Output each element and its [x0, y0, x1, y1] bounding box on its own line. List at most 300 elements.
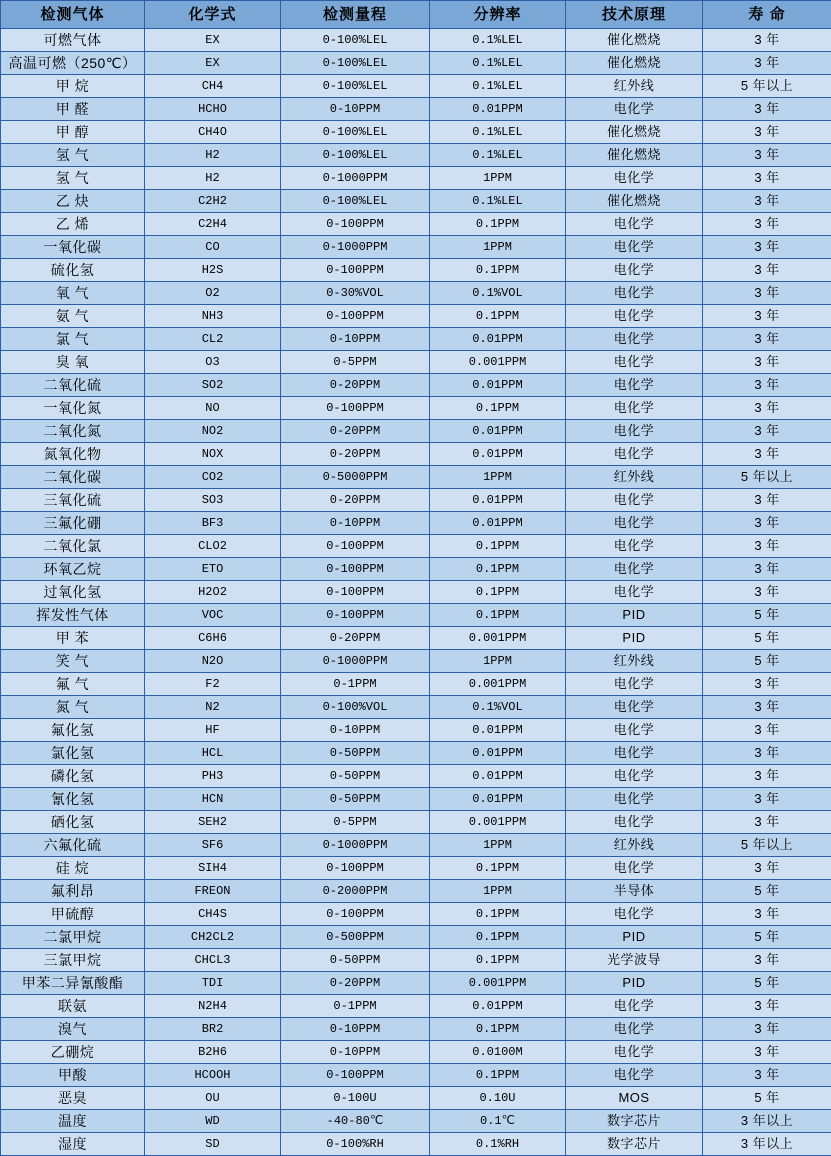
cell-gas-name: 氧 气 [1, 282, 145, 305]
cell-gas-name: 乙硼烷 [1, 1041, 145, 1064]
cell-formula: NOX [145, 443, 281, 466]
cell-gas-name: 六氟化硫 [1, 834, 145, 857]
cell-gas-name: 三氯甲烷 [1, 949, 145, 972]
table-row [1, 121, 831, 144]
cell-principle: 电化学 [566, 397, 703, 420]
cell-formula: CL2 [145, 328, 281, 351]
cell-range: 0-1000PPM [281, 167, 430, 190]
table-row [1, 29, 831, 52]
cell-gas-name: 笑 气 [1, 650, 145, 673]
cell-principle: PID [566, 926, 703, 949]
cell-resolution: 0.1PPM [430, 397, 566, 420]
cell-principle: 数字芯片 [566, 1133, 703, 1156]
cell-principle: 光学波导 [566, 949, 703, 972]
cell-range: 0-20PPM [281, 972, 430, 995]
table-row [1, 282, 831, 305]
cell-principle: 电化学 [566, 581, 703, 604]
cell-range: 0-50PPM [281, 742, 430, 765]
table-body [1, 29, 831, 1156]
cell-range: 0-1PPM [281, 995, 430, 1018]
cell-life: 3 年 [703, 535, 831, 558]
cell-formula: SIH4 [145, 857, 281, 880]
cell-principle: 电化学 [566, 696, 703, 719]
cell-range: 0-100%LEL [281, 190, 430, 213]
cell-gas-name: 氨 气 [1, 305, 145, 328]
cell-principle: 电化学 [566, 995, 703, 1018]
cell-range: 0-5PPM [281, 811, 430, 834]
cell-formula: HF [145, 719, 281, 742]
cell-gas-name: 三氧化硫 [1, 489, 145, 512]
cell-life: 3 年 [703, 719, 831, 742]
cell-resolution: 0.01PPM [430, 719, 566, 742]
cell-resolution: 0.01PPM [430, 374, 566, 397]
cell-range: 0-100%LEL [281, 52, 430, 75]
table-row [1, 995, 831, 1018]
cell-gas-name: 氯 气 [1, 328, 145, 351]
cell-life: 3 年 [703, 949, 831, 972]
cell-gas-name: 二氧化氮 [1, 420, 145, 443]
table-row [1, 213, 831, 236]
cell-principle: 红外线 [566, 834, 703, 857]
table-row [1, 1064, 831, 1087]
cell-range: 0-1000PPM [281, 834, 430, 857]
cell-resolution: 0.1PPM [430, 581, 566, 604]
cell-range: 0-100PPM [281, 558, 430, 581]
cell-life: 5 年 [703, 972, 831, 995]
table-row [1, 236, 831, 259]
cell-resolution: 0.01PPM [430, 995, 566, 1018]
cell-range: 0-50PPM [281, 949, 430, 972]
cell-formula: H2S [145, 259, 281, 282]
cell-range: 0-100%RH [281, 1133, 430, 1156]
cell-formula: ETO [145, 558, 281, 581]
cell-range: 0-5000PPM [281, 466, 430, 489]
cell-range: 0-5PPM [281, 351, 430, 374]
cell-range: 0-100U [281, 1087, 430, 1110]
table-row [1, 535, 831, 558]
cell-gas-name: 甲硫醇 [1, 903, 145, 926]
cell-formula: OU [145, 1087, 281, 1110]
table-row [1, 420, 831, 443]
cell-life: 5 年 [703, 1087, 831, 1110]
cell-life: 3 年 [703, 52, 831, 75]
table-row [1, 259, 831, 282]
cell-life: 5 年 [703, 926, 831, 949]
cell-principle: 电化学 [566, 98, 703, 121]
cell-gas-name: 氰化氢 [1, 788, 145, 811]
cell-gas-name: 环氧乙烷 [1, 558, 145, 581]
cell-resolution: 0.01PPM [430, 788, 566, 811]
cell-principle: 电化学 [566, 351, 703, 374]
cell-range: 0-500PPM [281, 926, 430, 949]
cell-range: -40-80℃ [281, 1110, 430, 1133]
cell-range: 0-100PPM [281, 397, 430, 420]
cell-resolution: 0.1%LEL [430, 190, 566, 213]
table-row [1, 650, 831, 673]
cell-principle: 电化学 [566, 788, 703, 811]
cell-range: 0-100%VOL [281, 696, 430, 719]
cell-principle: 催化燃烧 [566, 121, 703, 144]
cell-gas-name: 二氧化硫 [1, 374, 145, 397]
table-header [1, 1, 831, 29]
cell-principle: 电化学 [566, 489, 703, 512]
cell-life: 5 年以上 [703, 466, 831, 489]
cell-gas-name: 甲 醛 [1, 98, 145, 121]
cell-gas-name: 二氧化碳 [1, 466, 145, 489]
cell-resolution: 0.10U [430, 1087, 566, 1110]
cell-formula: HCHO [145, 98, 281, 121]
cell-gas-name: 氮氧化物 [1, 443, 145, 466]
cell-life: 3 年 [703, 374, 831, 397]
cell-resolution: 0.1%VOL [430, 696, 566, 719]
cell-formula: HCL [145, 742, 281, 765]
table-row [1, 443, 831, 466]
cell-formula: VOC [145, 604, 281, 627]
cell-gas-name: 氟 气 [1, 673, 145, 696]
cell-range: 0-100PPM [281, 857, 430, 880]
cell-formula: H2 [145, 167, 281, 190]
cell-resolution: 0.1PPM [430, 305, 566, 328]
cell-resolution: 1PPM [430, 167, 566, 190]
cell-life: 5 年以上 [703, 75, 831, 98]
cell-gas-name: 一氧化碳 [1, 236, 145, 259]
cell-principle: 催化燃烧 [566, 190, 703, 213]
table-row [1, 144, 831, 167]
cell-range: 0-100PPM [281, 259, 430, 282]
cell-life: 3 年 [703, 98, 831, 121]
cell-range: 0-100%LEL [281, 75, 430, 98]
cell-range: 0-50PPM [281, 788, 430, 811]
cell-range: 0-30%VOL [281, 282, 430, 305]
cell-resolution: 0.01PPM [430, 98, 566, 121]
cell-formula: CH4S [145, 903, 281, 926]
cell-formula: SF6 [145, 834, 281, 857]
cell-formula: CO2 [145, 466, 281, 489]
cell-principle: 电化学 [566, 213, 703, 236]
cell-principle: 电化学 [566, 443, 703, 466]
header-row [1, 1, 831, 29]
cell-range: 0-100%LEL [281, 121, 430, 144]
table-row [1, 397, 831, 420]
cell-range: 0-100PPM [281, 903, 430, 926]
cell-life: 3 年 [703, 351, 831, 374]
cell-life: 3 年 [703, 742, 831, 765]
cell-formula: O3 [145, 351, 281, 374]
cell-principle: 电化学 [566, 420, 703, 443]
table-row [1, 489, 831, 512]
table-row [1, 190, 831, 213]
cell-resolution: 0.1PPM [430, 949, 566, 972]
cell-resolution: 0.1PPM [430, 1018, 566, 1041]
cell-life: 3 年 [703, 282, 831, 305]
cell-resolution: 1PPM [430, 834, 566, 857]
cell-range: 0-100PPM [281, 535, 430, 558]
cell-principle: 电化学 [566, 236, 703, 259]
cell-formula: SO2 [145, 374, 281, 397]
cell-principle: 催化燃烧 [566, 52, 703, 75]
cell-gas-name: 甲苯二异氰酸酯 [1, 972, 145, 995]
cell-range: 0-100PPM [281, 305, 430, 328]
cell-resolution: 1PPM [430, 466, 566, 489]
cell-principle: 数字芯片 [566, 1110, 703, 1133]
cell-principle: 电化学 [566, 719, 703, 742]
cell-principle: 电化学 [566, 673, 703, 696]
cell-principle: 电化学 [566, 374, 703, 397]
cell-gas-name: 乙 炔 [1, 190, 145, 213]
cell-gas-name: 氢 气 [1, 167, 145, 190]
cell-principle: 电化学 [566, 512, 703, 535]
cell-life: 3 年 [703, 236, 831, 259]
cell-range: 0-10PPM [281, 719, 430, 742]
cell-range: 0-2000PPM [281, 880, 430, 903]
cell-formula: HCN [145, 788, 281, 811]
cell-formula: N2O [145, 650, 281, 673]
cell-resolution: 0.1%LEL [430, 52, 566, 75]
cell-principle: PID [566, 972, 703, 995]
cell-gas-name: 磷化氢 [1, 765, 145, 788]
cell-resolution: 0.0100M [430, 1041, 566, 1064]
cell-formula: CH4 [145, 75, 281, 98]
cell-range: 0-50PPM [281, 765, 430, 788]
cell-life: 3 年 [703, 696, 831, 719]
table-row [1, 857, 831, 880]
cell-formula: TDI [145, 972, 281, 995]
cell-life: 3 年 [703, 328, 831, 351]
cell-formula: BR2 [145, 1018, 281, 1041]
cell-resolution: 0.1%LEL [430, 75, 566, 98]
column-header-formula: 化学式 [145, 1, 281, 29]
cell-life: 3 年 [703, 305, 831, 328]
cell-principle: 电化学 [566, 1018, 703, 1041]
cell-life: 5 年 [703, 650, 831, 673]
cell-principle: 电化学 [566, 259, 703, 282]
cell-gas-name: 溴气 [1, 1018, 145, 1041]
cell-range: 0-100PPM [281, 1064, 430, 1087]
cell-formula: C2H4 [145, 213, 281, 236]
cell-formula: CO [145, 236, 281, 259]
cell-range: 0-1PPM [281, 673, 430, 696]
table-row [1, 1110, 831, 1133]
cell-principle: 电化学 [566, 305, 703, 328]
cell-resolution: 0.001PPM [430, 673, 566, 696]
cell-principle: 红外线 [566, 650, 703, 673]
cell-principle: 电化学 [566, 765, 703, 788]
cell-principle: 电化学 [566, 167, 703, 190]
cell-range: 0-1000PPM [281, 236, 430, 259]
cell-gas-name: 氮 气 [1, 696, 145, 719]
cell-range: 0-10PPM [281, 1018, 430, 1041]
cell-resolution: 0.1%LEL [430, 144, 566, 167]
cell-gas-name: 甲 醇 [1, 121, 145, 144]
cell-resolution: 0.01PPM [430, 420, 566, 443]
cell-life: 3 年 [703, 420, 831, 443]
cell-resolution: 0.1PPM [430, 604, 566, 627]
cell-formula: C2H2 [145, 190, 281, 213]
table-row [1, 903, 831, 926]
cell-formula: C6H6 [145, 627, 281, 650]
table-row [1, 328, 831, 351]
column-header-life: 寿 命 [703, 1, 831, 29]
cell-life: 3 年 [703, 489, 831, 512]
cell-life: 3 年 [703, 1018, 831, 1041]
cell-principle: 催化燃烧 [566, 29, 703, 52]
cell-principle: 电化学 [566, 558, 703, 581]
table-row [1, 581, 831, 604]
cell-formula: NO2 [145, 420, 281, 443]
cell-range: 0-20PPM [281, 420, 430, 443]
cell-gas-name: 过氧化氢 [1, 581, 145, 604]
cell-principle: MOS [566, 1087, 703, 1110]
table-row [1, 811, 831, 834]
cell-resolution: 0.1PPM [430, 535, 566, 558]
cell-life: 3 年 [703, 29, 831, 52]
cell-gas-name: 二氯甲烷 [1, 926, 145, 949]
cell-life: 5 年 [703, 604, 831, 627]
cell-formula: H2 [145, 144, 281, 167]
cell-principle: 电化学 [566, 535, 703, 558]
cell-gas-name: 挥发性气体 [1, 604, 145, 627]
cell-gas-name: 氢 气 [1, 144, 145, 167]
cell-range: 0-100PPM [281, 213, 430, 236]
table-row [1, 949, 831, 972]
cell-formula: SO3 [145, 489, 281, 512]
cell-formula: CHCL3 [145, 949, 281, 972]
cell-formula: SD [145, 1133, 281, 1156]
cell-formula: F2 [145, 673, 281, 696]
cell-formula: CH2CL2 [145, 926, 281, 949]
cell-life: 3 年 [703, 1064, 831, 1087]
cell-resolution: 0.1%VOL [430, 282, 566, 305]
table-row [1, 75, 831, 98]
cell-life: 3 年 [703, 397, 831, 420]
cell-formula: PH3 [145, 765, 281, 788]
cell-resolution: 0.01PPM [430, 512, 566, 535]
cell-life: 3 年 [703, 213, 831, 236]
cell-resolution: 0.1℃ [430, 1110, 566, 1133]
cell-resolution: 0.01PPM [430, 742, 566, 765]
table-row [1, 1087, 831, 1110]
cell-resolution: 1PPM [430, 236, 566, 259]
cell-resolution: 0.1%LEL [430, 29, 566, 52]
cell-life: 3 年 [703, 259, 831, 282]
cell-resolution: 0.1%LEL [430, 121, 566, 144]
cell-formula: H2O2 [145, 581, 281, 604]
cell-life: 3 年以上 [703, 1110, 831, 1133]
cell-resolution: 0.1PPM [430, 857, 566, 880]
cell-principle: 电化学 [566, 1064, 703, 1087]
cell-formula: HCOOH [145, 1064, 281, 1087]
cell-life: 5 年 [703, 880, 831, 903]
cell-formula: NO [145, 397, 281, 420]
cell-life: 3 年 [703, 765, 831, 788]
cell-gas-name: 甲 苯 [1, 627, 145, 650]
table-row [1, 972, 831, 995]
cell-gas-name: 甲 烷 [1, 75, 145, 98]
cell-life: 3 年 [703, 167, 831, 190]
table-row [1, 1041, 831, 1064]
cell-range: 0-100%LEL [281, 144, 430, 167]
cell-resolution: 0.001PPM [430, 351, 566, 374]
cell-principle: 电化学 [566, 282, 703, 305]
cell-life: 3 年 [703, 1041, 831, 1064]
cell-life: 3 年 [703, 903, 831, 926]
cell-formula: BF3 [145, 512, 281, 535]
table-row [1, 98, 831, 121]
cell-gas-name: 二氧化氯 [1, 535, 145, 558]
cell-principle: 电化学 [566, 857, 703, 880]
table-row [1, 926, 831, 949]
cell-range: 0-10PPM [281, 512, 430, 535]
cell-range: 0-10PPM [281, 328, 430, 351]
cell-principle: 电化学 [566, 742, 703, 765]
cell-gas-name: 恶臭 [1, 1087, 145, 1110]
cell-range: 0-1000PPM [281, 650, 430, 673]
cell-principle: 电化学 [566, 811, 703, 834]
table-row [1, 719, 831, 742]
cell-gas-name: 氟化氢 [1, 719, 145, 742]
cell-resolution: 0.001PPM [430, 627, 566, 650]
cell-gas-name: 硫化氢 [1, 259, 145, 282]
cell-principle: 电化学 [566, 903, 703, 926]
cell-principle: 电化学 [566, 1041, 703, 1064]
cell-principle: 红外线 [566, 75, 703, 98]
column-header-gas: 检测气体 [1, 1, 145, 29]
table-row [1, 834, 831, 857]
cell-principle: PID [566, 604, 703, 627]
cell-range: 0-100PPM [281, 581, 430, 604]
cell-resolution: 0.1PPM [430, 558, 566, 581]
cell-formula: O2 [145, 282, 281, 305]
cell-formula: N2 [145, 696, 281, 719]
table-row [1, 673, 831, 696]
cell-life: 3 年 [703, 673, 831, 696]
cell-range: 0-20PPM [281, 627, 430, 650]
table-row [1, 374, 831, 397]
table-row [1, 466, 831, 489]
cell-formula: N2H4 [145, 995, 281, 1018]
cell-life: 3 年 [703, 512, 831, 535]
cell-principle: 催化燃烧 [566, 144, 703, 167]
cell-life: 3 年 [703, 121, 831, 144]
cell-resolution: 0.01PPM [430, 765, 566, 788]
cell-resolution: 0.01PPM [430, 489, 566, 512]
cell-resolution: 0.01PPM [430, 443, 566, 466]
cell-life: 3 年以上 [703, 1133, 831, 1156]
cell-life: 3 年 [703, 144, 831, 167]
cell-formula: FREON [145, 880, 281, 903]
cell-gas-name: 氯化氢 [1, 742, 145, 765]
table-row [1, 52, 831, 75]
table-row [1, 627, 831, 650]
cell-resolution: 0.001PPM [430, 972, 566, 995]
cell-life: 3 年 [703, 190, 831, 213]
cell-life: 3 年 [703, 788, 831, 811]
cell-life: 5 年 [703, 627, 831, 650]
cell-range: 0-20PPM [281, 374, 430, 397]
cell-gas-name: 一氧化氮 [1, 397, 145, 420]
table-row [1, 558, 831, 581]
column-header-principle: 技术原理 [566, 1, 703, 29]
cell-formula: SEH2 [145, 811, 281, 834]
cell-life: 3 年 [703, 857, 831, 880]
cell-resolution: 0.1PPM [430, 903, 566, 926]
cell-principle: PID [566, 627, 703, 650]
cell-formula: CLO2 [145, 535, 281, 558]
table-row [1, 167, 831, 190]
cell-gas-name: 臭 氧 [1, 351, 145, 374]
cell-resolution: 0.1PPM [430, 1064, 566, 1087]
table-row [1, 788, 831, 811]
